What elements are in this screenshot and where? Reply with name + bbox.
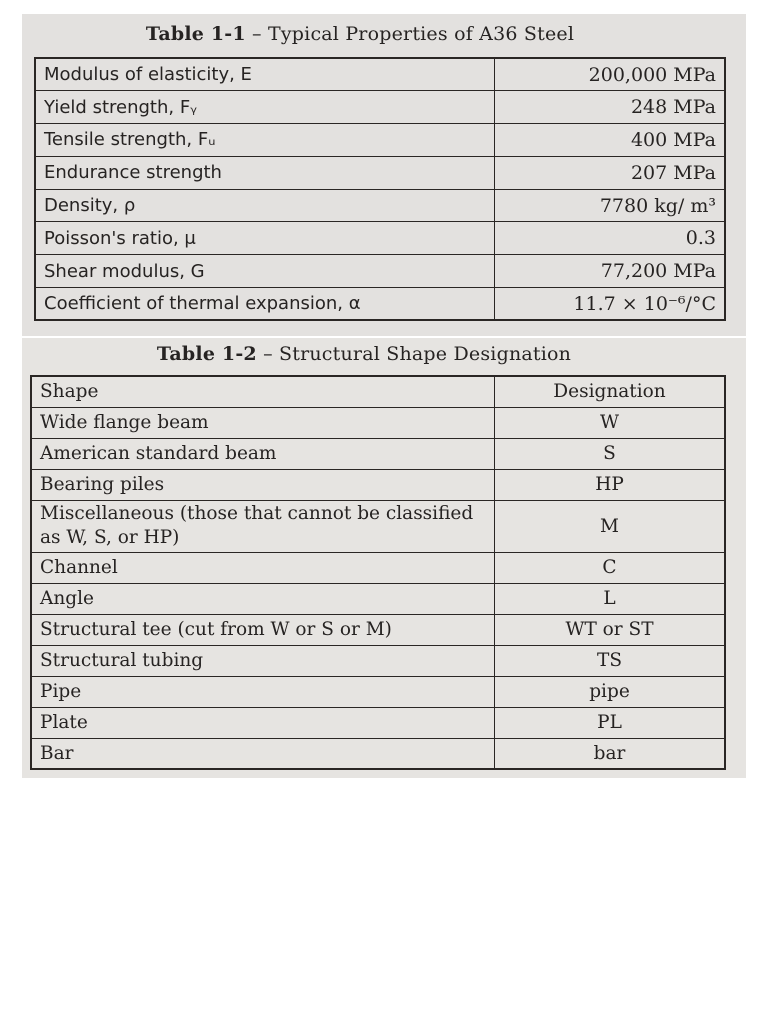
property-cell: Coefficient of thermal expansion, α [35,288,495,321]
property-cell: Shear modulus, G [35,255,495,288]
header-designation: Designation [495,376,726,407]
value-cell: 248 MPa [495,91,726,124]
property-cell: Modulus of elasticity, E [35,58,495,91]
designation-cell: C [495,552,726,583]
property-cell: Endurance strength [35,156,495,189]
property-cell: Yield strength, Fᵧ [35,91,495,124]
value-cell: 11.7 × 10⁻⁶/°C [495,288,726,321]
designation-cell: HP [495,469,726,500]
designation-cell: bar [495,738,726,769]
designation-cell: pipe [495,676,726,707]
designation-cell: W [495,407,726,438]
shape-designation-table [30,375,726,770]
table-row [31,552,725,583]
table-row [35,58,725,91]
table-row [31,738,725,769]
shape-cell: Bearing piles [31,469,495,500]
shape-cell: Bar [31,738,495,769]
table-1-2-title: – Structural Shape Designation [256,343,572,365]
shape-cell: Wide flange beam [31,407,495,438]
designation-cell: PL [495,707,726,738]
table-row [31,500,725,552]
table-row [35,189,725,222]
property-cell: Density, ρ [35,189,495,222]
table-1-1-title: – Typical Properties of A36 Steel [245,23,575,45]
table-1-1-number: Table 1-1 [145,23,246,45]
value-cell: 7780 kg/ m³ [495,189,726,222]
value-cell: 0.3 [495,222,726,255]
steel-properties-table [34,57,726,321]
table-1-2-caption [2,343,726,365]
table-row [35,255,725,288]
table-1-2-photo [22,338,746,778]
value-cell: 77,200 MPa [495,255,726,288]
table-row [31,707,725,738]
table-1-2-number: Table 1-2 [156,343,257,365]
table-header-row [31,376,725,407]
table-row [35,222,725,255]
table-row [31,676,725,707]
shape-cell: Channel [31,552,495,583]
designation-cell: S [495,438,726,469]
designation-cell: L [495,583,726,614]
value-cell: 207 MPa [495,156,726,189]
header-shape: Shape [31,376,495,407]
shape-cell: Structural tee (cut from W or S or M) [31,614,495,645]
shape-cell: Miscellaneous (those that cannot be classified as W, S, or HP) [31,500,495,552]
table-1-1-caption [0,23,722,45]
table-row [31,614,725,645]
table-1-1-photo [22,14,746,336]
property-cell: Tensile strength, Fᵤ [35,124,495,157]
shape-cell: Angle [31,583,495,614]
designation-cell: M [495,500,726,552]
designation-cell: TS [495,645,726,676]
table-row [35,288,725,321]
property-cell: Poisson's ratio, μ [35,222,495,255]
table-row [35,124,725,157]
table-row [31,469,725,500]
shape-cell: American standard beam [31,438,495,469]
table-row [31,583,725,614]
table-row [31,645,725,676]
shape-cell: Plate [31,707,495,738]
value-cell: 400 MPa [495,124,726,157]
shape-cell: Structural tubing [31,645,495,676]
table-row [31,407,725,438]
table-row [35,156,725,189]
table-row [31,438,725,469]
shape-cell: Pipe [31,676,495,707]
table-row [35,91,725,124]
value-cell: 200,000 MPa [495,58,726,91]
designation-cell: WT or ST [495,614,726,645]
